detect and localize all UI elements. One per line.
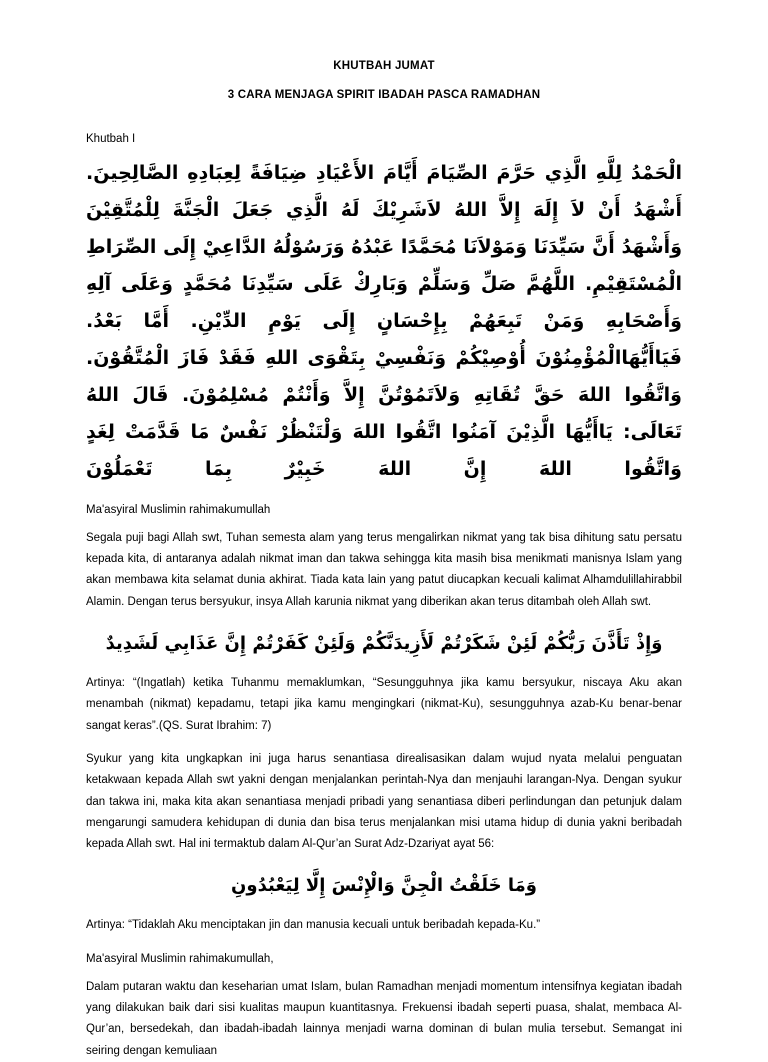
greeting-line-2: Ma'asyiral Muslimin rahimakumullah, — [86, 952, 274, 965]
section-label-khutbah-1: Khutbah I — [86, 132, 136, 145]
paragraph-3: Dalam putaran waktu dan keseharian umat Islam, bulan Ramadhan menjadi momentum intensifnya kegiatan ibadah yang dilakukan baik dari sisi kualitas maupun kuantitasnya. Frekuensi ibadah seperti puasa, shalat, membaca Al-Qur’an, bersedekah, dan ibadah-ibadah lainnya menjadi warna dominan di bulan mulia tersebut. Semangat ini seiring dengan kemuliaan — [86, 980, 682, 1057]
translation-ayat-adz-dzariyat-56: Artinya: “Tidaklah Aku menciptakan jin dan manusia kecuali untuk beribadah kepada-Ku.” — [86, 919, 541, 932]
translation-ayat-ibrahim-7: Artinya: “(Ingatlah) ketika Tuhanmu memaklumkan, “Sesungguhnya jika kamu bersyukur, niscaya Aku akan menambah (nikmat) kepadamu, tetapi jika kamu mengingkari (nikmat-Ku), sesungguhnya azab-Ku benar-benar sangat keras”.(QS. Surat Ibrahim: 7) — [86, 677, 682, 732]
arabic-ayat-adz-dzariyat-56: وَمَا خَلَقْتُ الْجِنَّ وَالْإِنْسَ إِلَّا لِيَعْبُدُونِ — [231, 875, 537, 897]
page-title: KHUTBAH JUMAT — [333, 60, 435, 72]
arabic-khutbah-opening: الْحَمْدُ لِلَّهِ الَّذِي حَرَّمَ الصِّيَامَ أَيَّامَ الأَعْيَادِ ضِيَافَةً لِعِبَادِهِ الصَّالِحِينَ. أَشْهَدُ أَنْ لاَ إِلَهَ إِلاَّ اللهُ لاَشَرِيْكَ لَهُ الَّذِي جَعَلَ الْجَنَّةَ لِلْمُتَّقِيْنَ وَأَشْهَدُ أَنَّ سَيِّدَنَا وَمَوْلاَنَا مُحَمَّدًا عَبْدُهُ وَرَسُوْلُهُ الدَّاعِيْ إِلَى الصِّرَاطِ الْمُسْتَقِيْمِ. اللَّهُمَّ صَلِّ وَسَلِّمْ وَبَارِكْ عَلَى سَيِّدِنَا مُحَمَّدٍ وَعَلَى آلِهِ وَأَصْحَابِهِ وَمَنْ تَبِعَهُمْ بِإِحْسَانٍ إِلَى يَوْمِ الدِّيْنِ. أَمَّا بَعْدُ. فَيَاأَيُّهَاالْمُؤْمِنُوْنَ أُوْصِيْكُمْ وَنَفْسِيْ بِتَقْوَى اللهِ فَقَدْ فَازَ الْمُتَّقُوْنَ. وَاتَّقُوا اللهَ حَقَّ تُقَاتِهِ وَلاَتَمُوْتُنَّ إِلاَّ وَأَنْتُمْ مُسْلِمُوْنَ. قَالَ اللهُ تَعَالَى: يَاأَيُّهَا الَّذِيْنَ آمَنُوا اتَّقُوا اللهَ وَلْتَنْظُرْ نَفْسٌ مَا قَدَّمَتْ لِغَدٍ وَاتَّقُوا اللهَ إِنَّ اللهَ خَبِيْرٌ بِمَا تَعْمَلُوْنَ — [86, 161, 682, 480]
paragraph-2: Syukur yang kita ungkapkan ini juga harus senantiasa direalisasikan dalam wujud nyata melalui penguatan ketakwaan kepada Allah swt yakni dengan menjalankan perintah-Nya dan menjauhi larangan-Nya. Dengan syukur dan takwa ini, maka kita akan senantiasa menjadi pribadi yang senantiasa diberi perlindungan dan petunjuk dalam mengarungi samudera kehidupan di dunia dan bisa terus menjalankan misi utama hidup di dunia yakni beribadah kepada Allah swt. Hal ini termaktub dalam Al-Qur’an Surat Adz-Dzariyat ayat 56: — [86, 752, 682, 851]
page-subtitle: 3 CARA MENJAGA SPIRIT IBADAH PASCA RAMADHAN — [227, 89, 541, 102]
arabic-ayat-ibrahim-7: وَإِذْ تَأَذَّنَ رَبُّكُمْ لَئِنْ شَكَرْتُمْ لَأَزِيدَنَّكُمْ وَلَئِنْ كَفَرْتُمْ إِنَّ عَذَابِي لَشَدِيدٌ — [105, 632, 663, 654]
paragraph-1: Segala puji bagi Allah swt, Tuhan semesta alam yang terus mengalirkan nikmat yang tak bisa dihitung satu persatu kepada kita, di antaranya adalah nikmat iman dan takwa sehingga kita masih bisa menikmati manisnya Islam yang akan membawa kita selamat dunia akhirat. Tiada kata lain yang patut diucapkan kecuali kalimat Alhamdulillahirabbil Alamin. Dengan terus bersyukur, insya Allah karunia nikmat yang diberikan akan terus ditambah oleh Allah swt. — [86, 531, 682, 608]
greeting-line-1: Ma'asyiral Muslimin rahimakumullah — [86, 503, 271, 516]
